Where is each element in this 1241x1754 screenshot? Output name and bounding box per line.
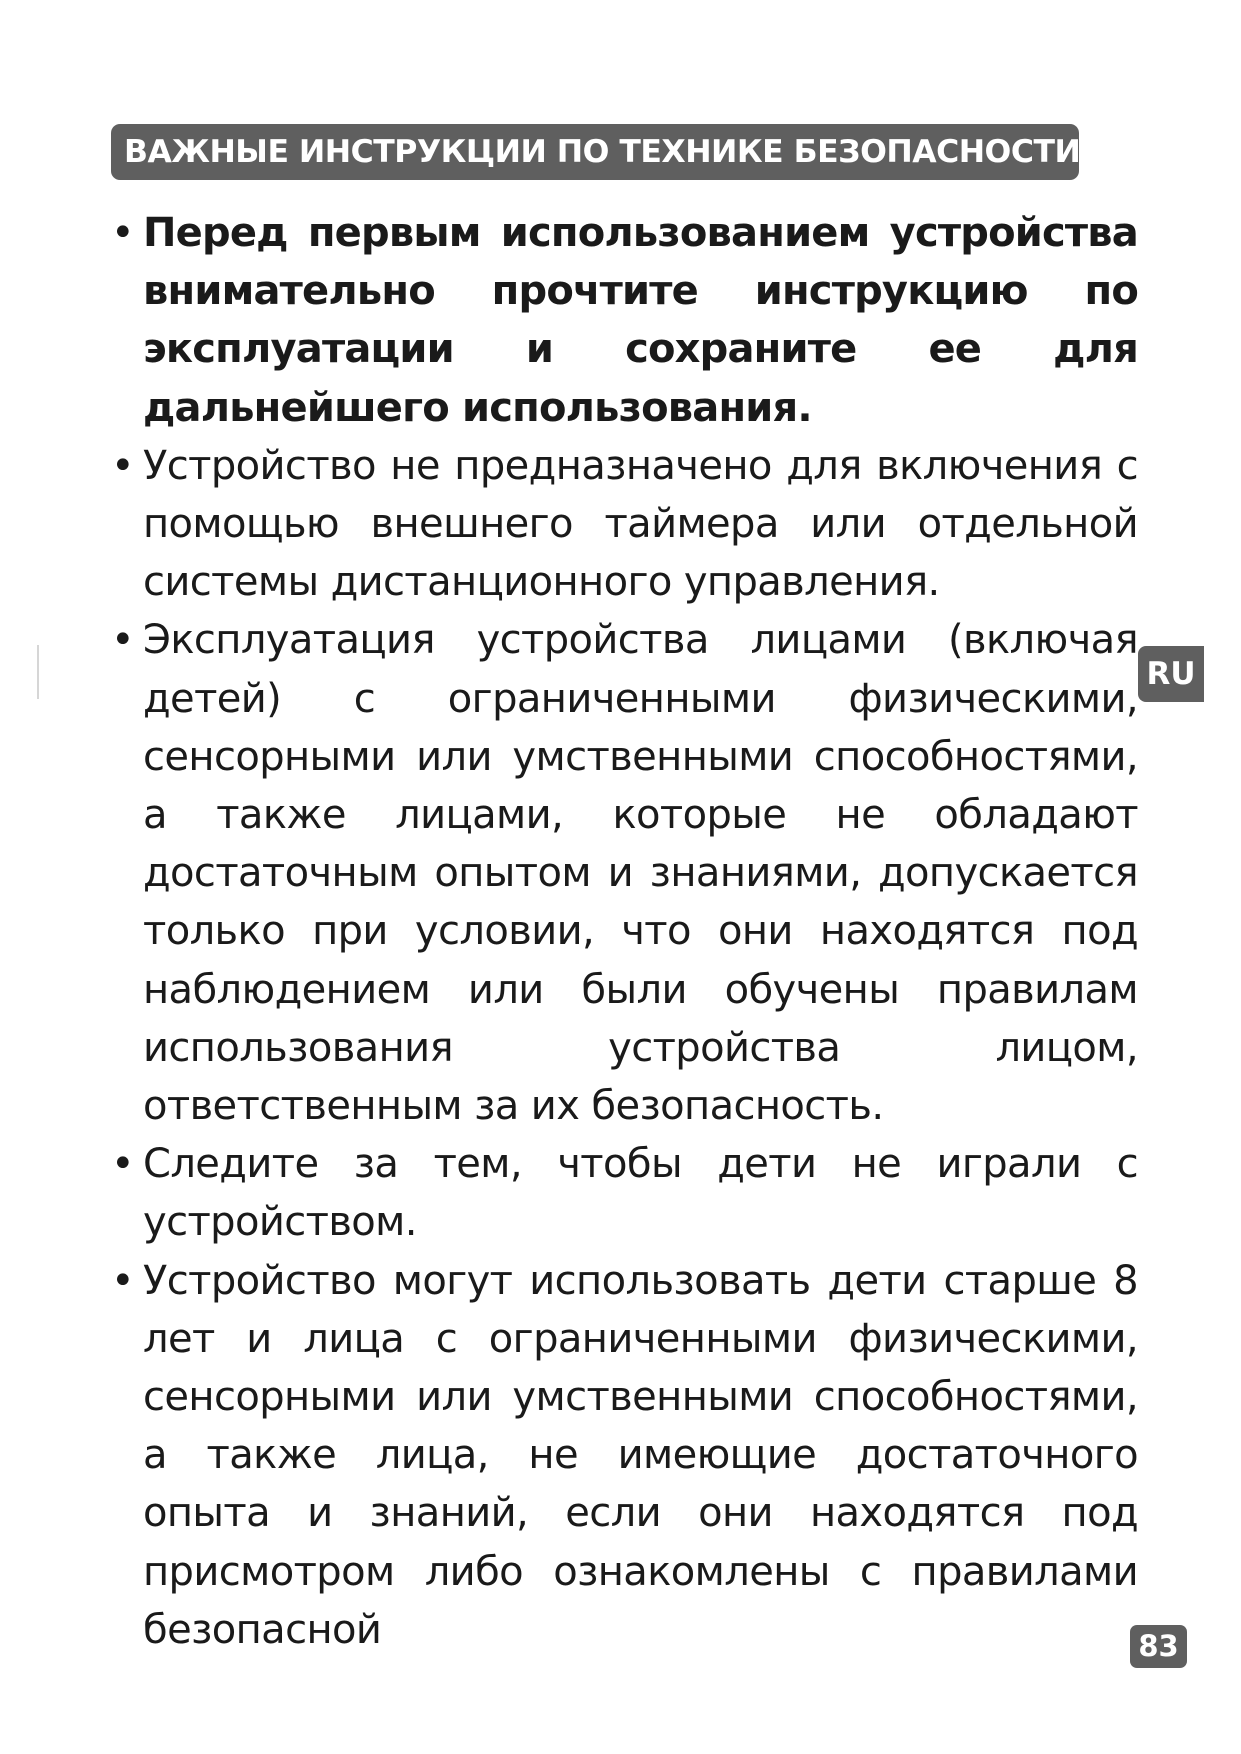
section-header-title: ВАЖНЫЕ ИНСТРУКЦИИ ПО ТЕХНИКЕ БЕЗОПАСНОСТИ <box>124 134 1081 170</box>
list-item-text: Эксплуатация устройства лицами (включая детей) с ограниченными физическими, сенсорными или умственными способностями, а также лицами, которые не обладают достаточным опытом и знаниями, допускается только при условии, что они находятся под наблюдением или были обучены правилам использования устройства лицом, ответственным за их безопасность. <box>143 617 1138 1130</box>
list-item <box>103 437 1138 612</box>
list-item <box>103 611 1138 1135</box>
list-item-text: Устройство не предназначено для включения с помощью внешнего таймера или отдельной системы дистанционного управления. <box>143 442 1138 606</box>
instructions-content <box>103 204 1138 1659</box>
language-tab-label: RU <box>1146 656 1196 692</box>
bullet-icon: • <box>111 617 134 664</box>
bullet-icon: • <box>111 1141 134 1188</box>
section-header <box>111 124 1079 180</box>
list-item <box>103 204 1138 437</box>
list-item-text: Устройство могут использовать дети старше 8 лет и лица с ограниченными физическими, сенсорными или умственными способностями, а также лица, не имеющие достаточного опыта и знаний, если они находятся под присмотром либо ознакомлены с правилами безопасной <box>143 1257 1138 1653</box>
list-item <box>103 1252 1138 1659</box>
page-number <box>1130 1625 1187 1668</box>
language-tab <box>1138 646 1204 702</box>
list-item-text: Следите за тем, чтобы дети не играли с устройством. <box>143 1141 1138 1246</box>
margin-mark <box>37 645 39 699</box>
bullet-icon: • <box>111 442 134 489</box>
list-item <box>103 1135 1138 1251</box>
list-item-text: Перед первым использованием устройства внимательно прочтите инструкцию по эксплуатации и сохраните ее для дальнейшего использования. <box>143 210 1138 431</box>
instructions-list <box>103 204 1138 1659</box>
bullet-icon: • <box>111 1257 134 1304</box>
page-number-label: 83 <box>1138 1629 1179 1663</box>
bullet-icon: • <box>111 210 134 256</box>
